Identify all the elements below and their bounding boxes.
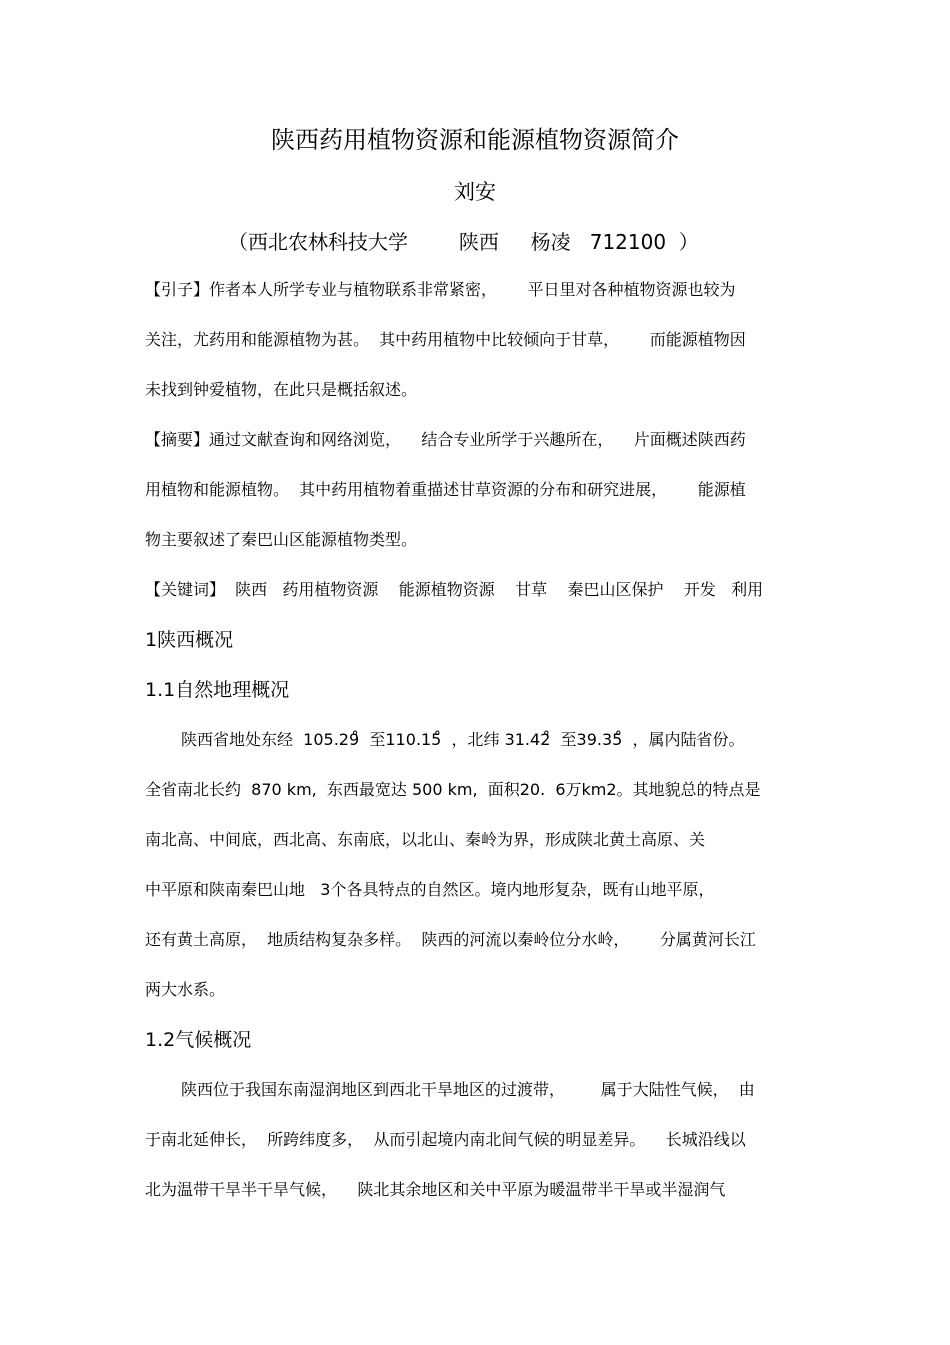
section-1-1-heading: 1.1自然地理概况 (145, 679, 290, 701)
section-1-1-line-6: 两大水系。 (145, 980, 226, 999)
section-1-1-line-2: 全省南北长约 870 km, 东西最宽达 500 km, 面积20. 6万km2。其地貌总的特点是 (145, 780, 761, 799)
section-1-2-line-3: 北为温带干旱半干旱气候， 陕北其余地区和关中平原为暖温带半干旱或半湿润气 (145, 1180, 726, 1199)
abstract-line-2: 用植物和能源植物。 其中药用植物着重描述甘草资源的分布和研究进展， 能源植 (145, 480, 746, 499)
section-1-2-line-1: 陕西位于我国东南湿润地区到西北干旱地区的过渡带， 属于大陆性气候， 由 (181, 1080, 755, 1099)
abstract-line-3: 物主要叙述了秦巴山区能源植物类型。 (145, 530, 418, 549)
intro-line-1: 【引子】作者本人所学专业与植物联系非常紧密， 平日里对各种植物资源也较为 (145, 280, 736, 299)
intro-line-3: 未找到钟爱植物，在此只是概括叙述。 (145, 380, 418, 399)
section-1-2-line-2: 于南北延伸长， 所跨纬度多， 从而引起境内南北间气候的明显差异。 长城沿线以 (145, 1130, 746, 1149)
section-1-1-line-3: 南北高、中间底，西北高、东南底，以北山、秦岭为界，形成陕北黄土高原、关 (145, 830, 706, 849)
intro-line-2: 关注，尤药用和能源植物为甚。 其中药用植物中比较倾向于甘草， 而能源植物因 (145, 330, 746, 349)
author-name: 刘安 (454, 180, 496, 204)
keywords-line: 【关键词】 陕西 药用植物资源 能源植物资源 甘草 秦巴山区保护 开发 利用 (145, 580, 764, 599)
section-1-1-line-5: 还有黄土高原， 地质结构复杂多样。 陕西的河流以秦岭位分水岭， 分属黄河长江 (145, 930, 756, 949)
section-1-1-line-1: 陕西省地处东经 105.29̊ 至110.15̊ ，北纬 31.42̊ 至39.35̊ ，属内陆省份。 (181, 730, 745, 749)
author-affiliation: （西北农林科技大学 陕西 杨凌 712100 ） (228, 230, 699, 254)
section-1-1-line-4: 中平原和陕南秦巴山地 3个各具特点的自然区。境内地形复杂，既有山地平原， (145, 880, 715, 899)
section-1-heading: 1陕西概况 (145, 629, 234, 651)
abstract-line-1: 【摘要】通过文献查询和网络浏览， 结合专业所学于兴趣所在， 片面概述陕西药 (145, 430, 746, 449)
section-1-2-heading: 1.2气候概况 (145, 1029, 252, 1051)
document-title: 陕西药用植物资源和能源植物资源简介 (271, 126, 679, 154)
